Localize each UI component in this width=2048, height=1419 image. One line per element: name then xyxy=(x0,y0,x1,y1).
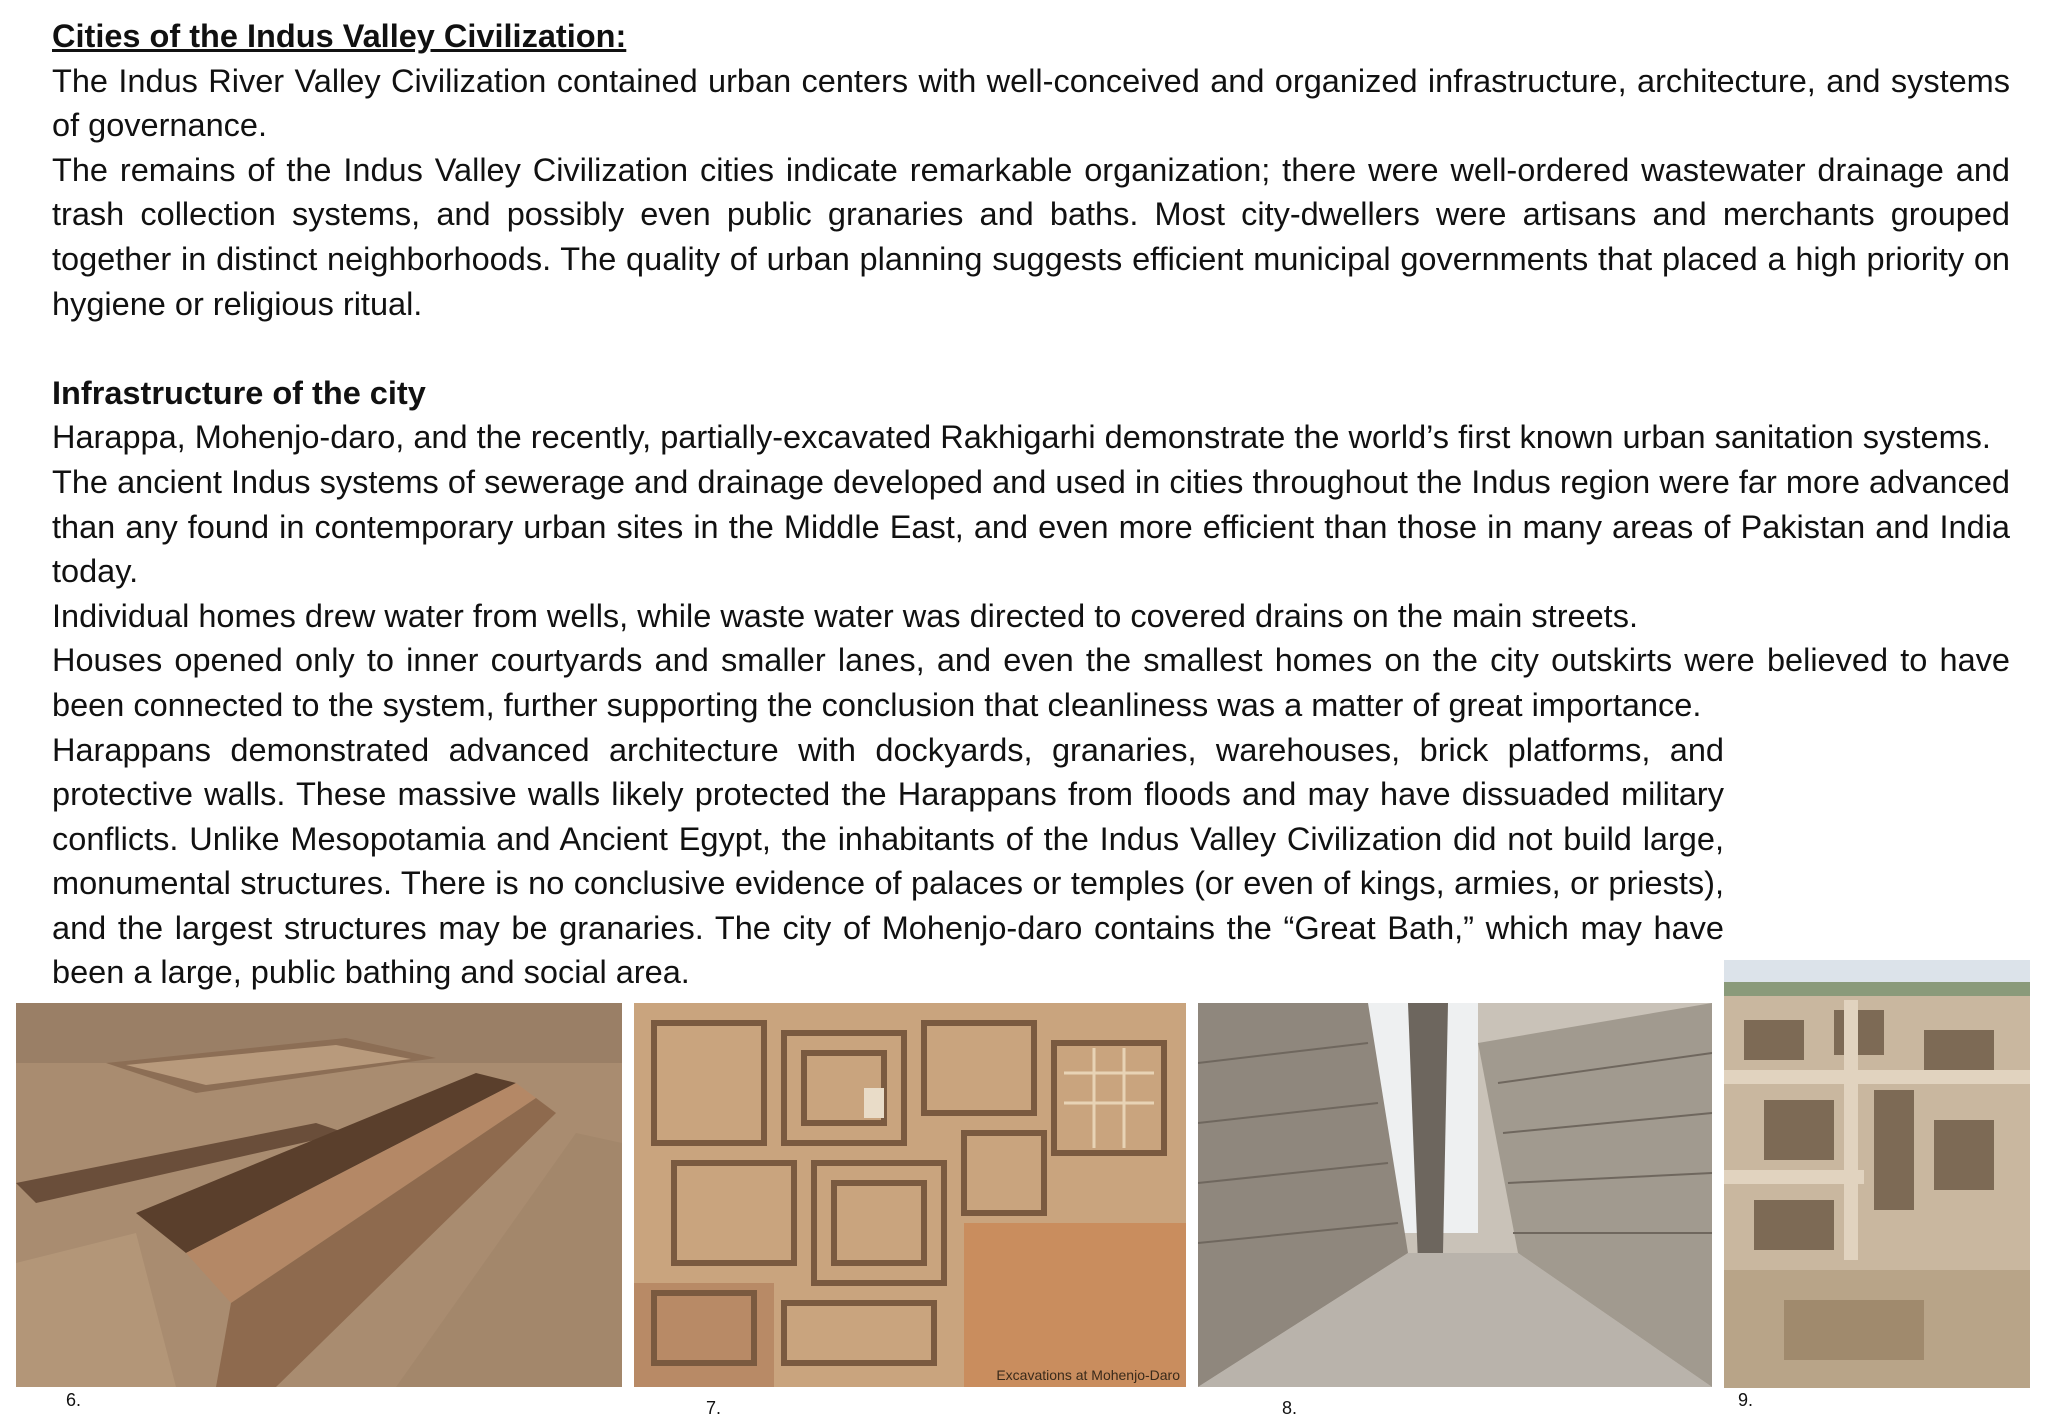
photo-narrow-lane xyxy=(1198,1003,1712,1387)
paragraph: The ancient Indus systems of sewerage and drainage developed and used in cities throughout the Indus region were far more advanced than any found in contemporary urban sites in the Middle East, and even more efficient than those in many areas of Pakistan and India today. xyxy=(52,463,2010,590)
image-caption: 6. xyxy=(66,1390,82,1410)
paragraph: The remains of the Indus Valley Civilization cities indicate remarkable organization; there were well-ordered wastewater drainage and trash collection systems, and possibly even public granaries and baths. Most city-dwellers were artisans and merchants grouped together in distinct neighborhoods. The quality of urban planning suggests efficient municipal governments that placed a high priority on hygiene or religious ritual. xyxy=(52,151,2010,322)
section-heading-infrastructure: Infrastructure of the city xyxy=(52,374,426,411)
paragraph: The Indus River Valley Civilization contained urban centers with well-conceived and organized infrastructure, architecture, and systems of governance. xyxy=(52,62,2010,144)
photo-aerial-excavations xyxy=(634,1003,1186,1387)
image-caption: 8. xyxy=(1282,1398,1298,1418)
paragraph: Harappa, Mohenjo-daro, and the recently, partially-excavated Rakhigarhi demonstrate the world’s first known urban sanitation systems. xyxy=(52,419,1991,456)
paragraph: Houses opened only to inner courtyards and smaller lanes, and even the smallest homes on the city outskirts were believed to have been connected to the system, further supporting the conclusion that cleanliness was a matter of great importance. xyxy=(52,642,2010,723)
photo-excavated-ruins xyxy=(1724,960,2030,1388)
image-caption: 9. xyxy=(1738,1390,1754,1410)
paragraph: Individual homes drew water from wells, while waste water was directed to covered drains on the main streets. xyxy=(52,597,1638,634)
paragraph: Harappans demonstrated advanced architecture with dockyards, granaries, warehouses, brick platforms, and protective walls. These massive walls likely protected the Harappans from floods and may have dissuaded military conflicts. Unlike Mesopotamia and Ancient Egypt, the inhabitants of the Indus Valley Civilization did not build large, monumental structures. There is no conclusive evidence of palaces or temples (or even of kings, armies, or priests), and the largest structures may be granaries. The city of Mohenjo-daro contains the “Great Bath,” which may have been a large, public bathing and social area. xyxy=(52,731,1724,991)
section-heading-cities: Cities of the Indus Valley Civilization: xyxy=(52,18,627,54)
photo-overlay-label: Excavations at Mohenjo-Daro xyxy=(996,1367,1180,1383)
document-body xyxy=(52,14,2010,995)
image-caption: 7. xyxy=(706,1398,722,1418)
photo-brick-foundations xyxy=(16,1003,622,1387)
spacer xyxy=(52,326,2010,371)
